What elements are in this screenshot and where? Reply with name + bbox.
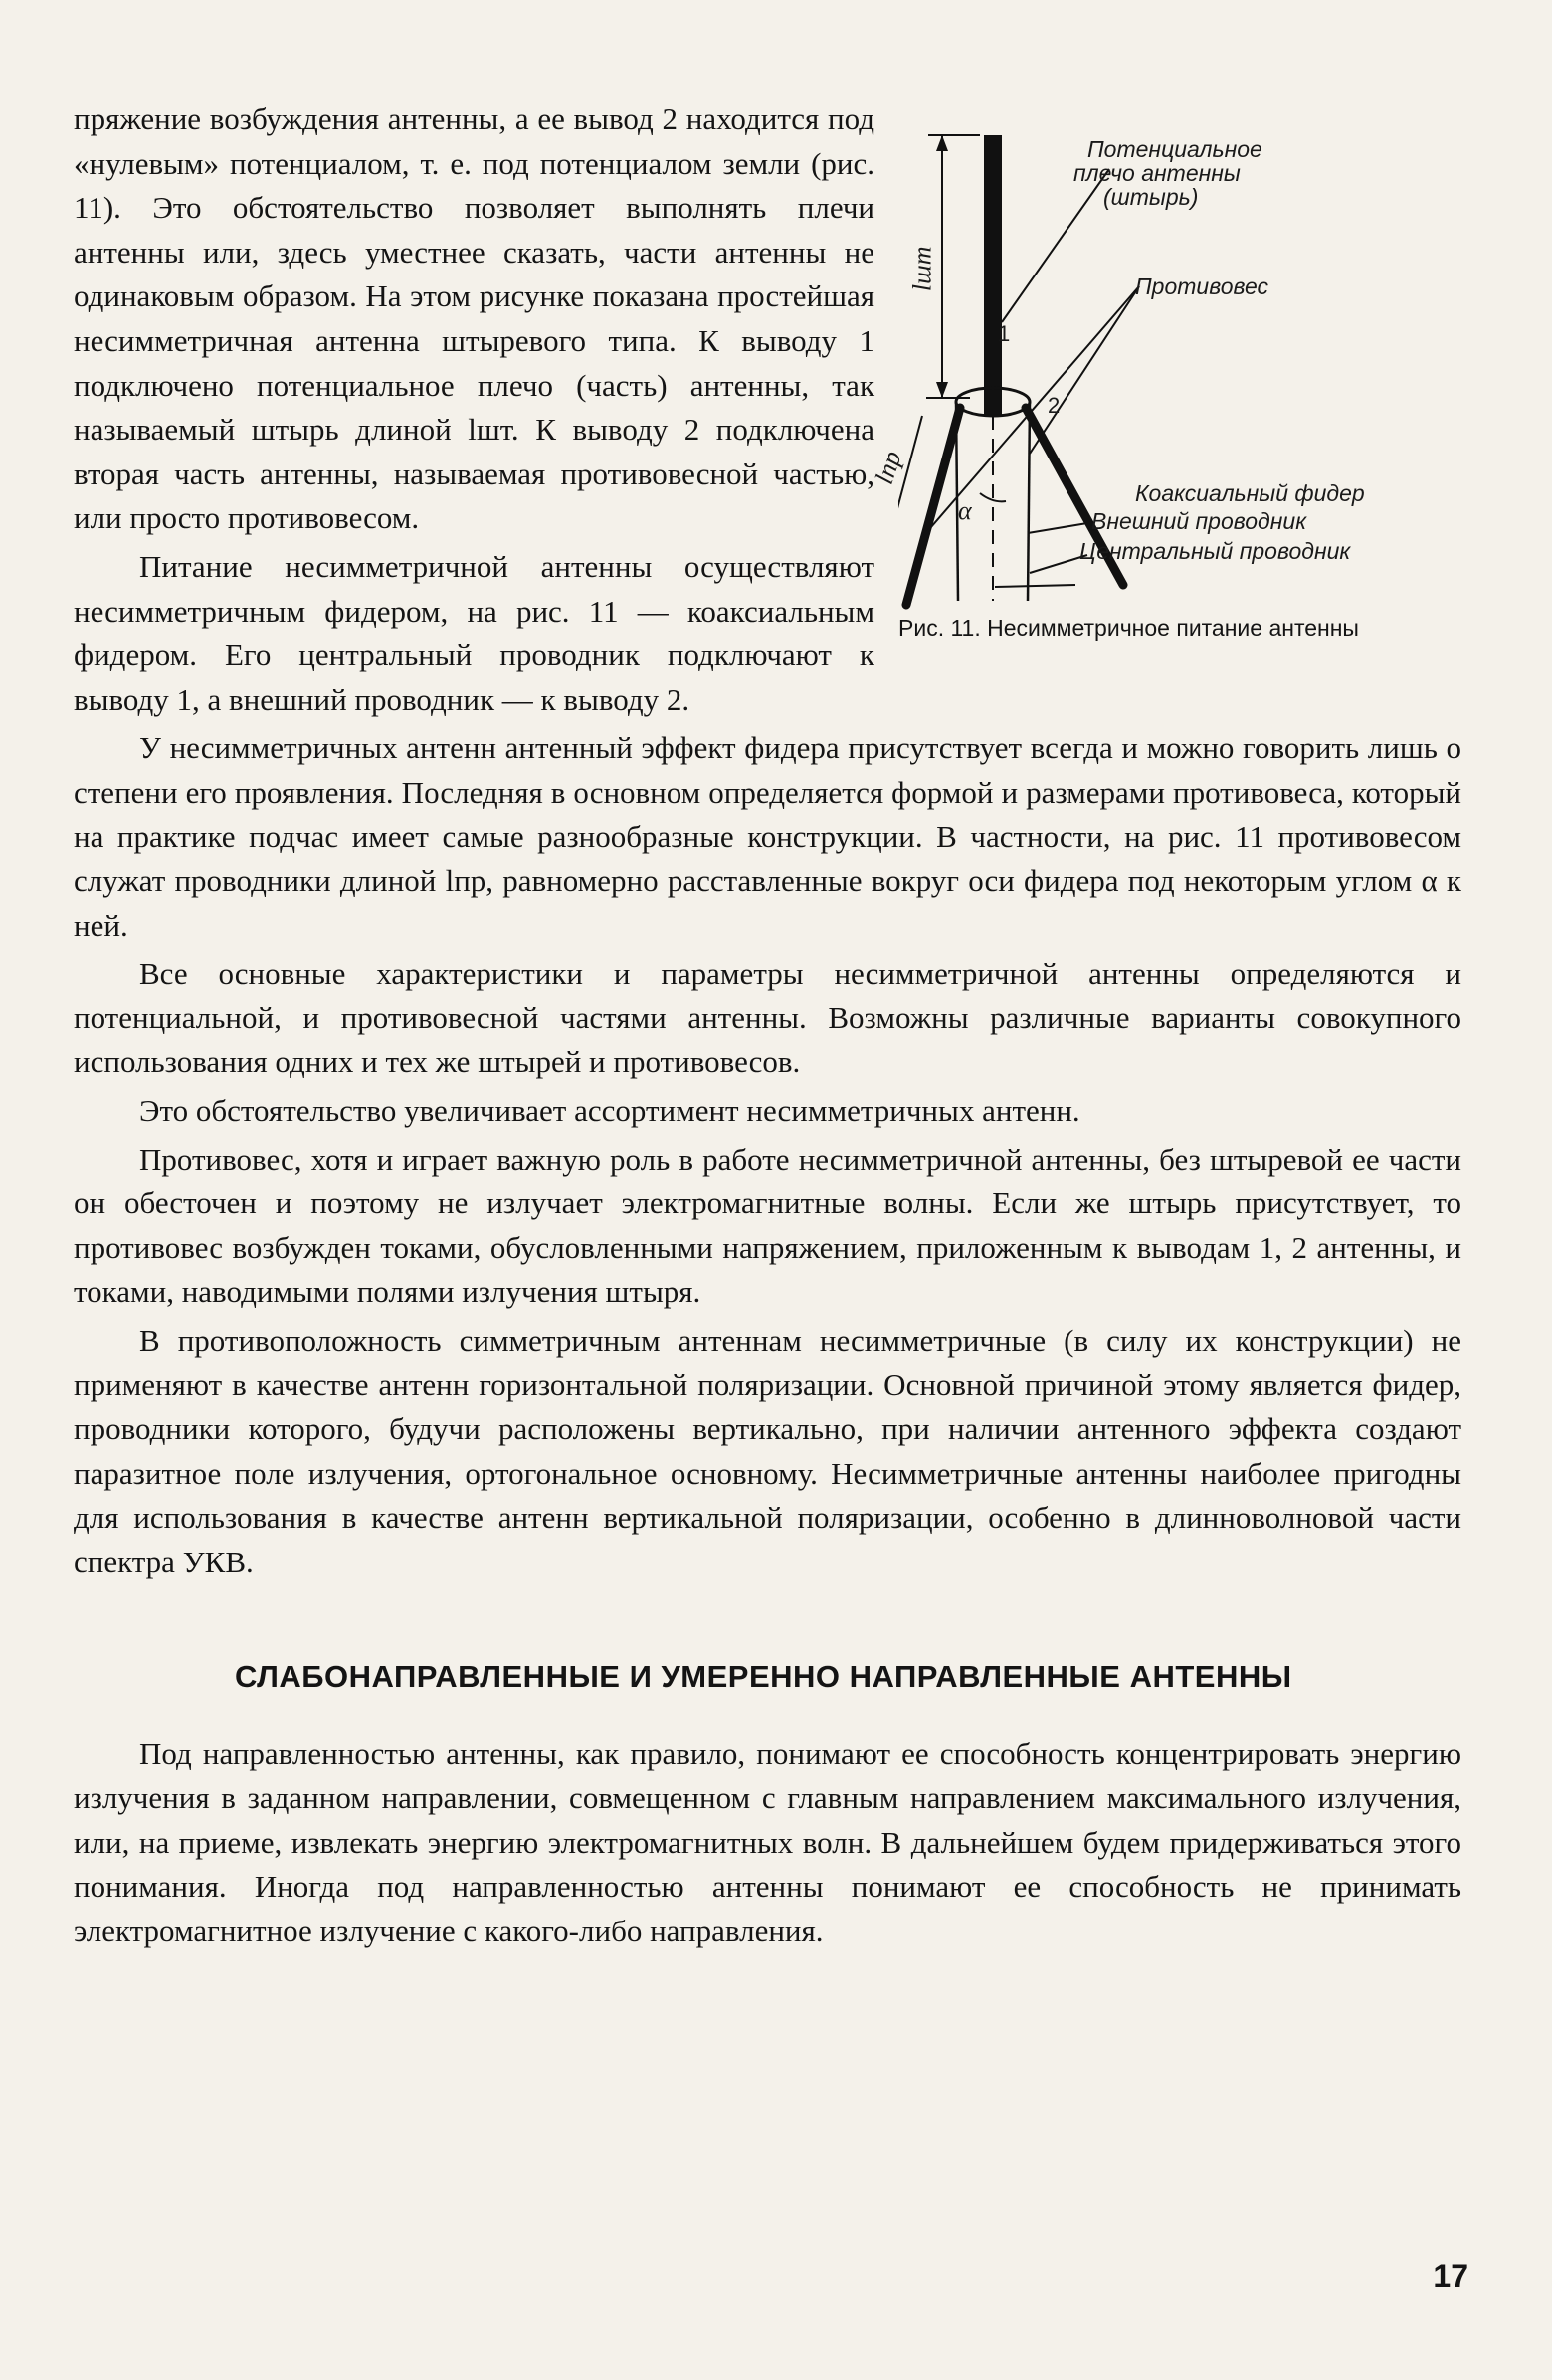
label-central-conductor: Центральный проводник <box>1079 538 1351 564</box>
label-counterpoise: Противовес <box>1135 274 1269 299</box>
antenna-rod <box>984 135 1002 416</box>
label-potential-2: плечо антенны <box>1073 160 1241 186</box>
paragraph-6: Противовес, хотя и играет важную роль в работе несимметричной антенны, без штыревой ее части он обесточен и поэтому не излучает электромагнитные волны. Если же штырь присутствует, то противовес возбужден токами, обусловленными напряжением, приложенным к выводам 1, 2 антенны, и токами, наводимыми полями излучения штыря. <box>74 1141 1461 1310</box>
paragraph-7: В противоположность симметричным антеннам несимметричные (в силу их конструкции) не применяют в качестве антенн горизонтальной поляризации. Основной причиной этому является фидер, проводники которого, будучи расположены вертикально, при наличии антенного эффекта создают паразитное поле излучения, ортогональное основному. Несимметричные антенны наиболее пригодны для использования в качестве антенн вертикальной поляризации, особенно в длинноволновой части спектра УКВ. <box>74 1323 1461 1579</box>
section-heading: СЛАБОНАПРАВЛЕННЫЕ И УМЕРЕННО НАПРАВЛЕННЫЕ АНТЕННЫ <box>235 1658 1292 1694</box>
figure-caption: Рис. 11. Несимметричное питание антенны <box>898 615 1359 641</box>
label-outer-conductor: Внешний проводник <box>1091 508 1307 534</box>
coax-outer-wall-right <box>1028 402 1030 601</box>
figure-11 <box>869 117 1475 684</box>
paragraph-5: Это обстоятельство увеличивает ассортимент несимметричных антенн. <box>139 1093 1080 1129</box>
page-number: 17 <box>1433 2258 1468 2293</box>
paragraph-1: пряжение возбуждения антенны, а ее вывод 2 находится под «нулевым» потенциалом, т. е. под потенциалом земли (рис. 11). Это обстоятельство позволяет выполнять плечи антенны или, здесь уместнее сказать, части антенны не одинаковым образом. На этом рисунке показана простейшая несимметричная антенна штыревого типа. К выводу 1 подключено потенциальное плечо (часть) антенны, так называемый штырь длиной lшт. К выводу 2 подключена вторая часть антенны, называемая противовесной частью, или просто противовесом. <box>74 101 874 536</box>
label-potential: Потенциальное <box>1087 136 1262 162</box>
page-body <box>74 97 1461 1954</box>
counterpoise-left <box>906 408 960 605</box>
label-coax-feeder: Коаксиальный фидер <box>1135 480 1365 506</box>
paragraph-4: Все основные характеристики и параметры несимметричной антенны определяются и потенциальной, и противовесной частями антенны. Возможны различные варианты совокупного использования одних и тех же штырей и противовесов. <box>74 956 1461 1080</box>
rod-length-label: lшт <box>907 246 937 292</box>
paragraph-2: Питание несимметричной антенны осуществляют несимметричным фидером, на рис. 11 — коаксиальным фидером. Его центральный проводник подключают к выводу 1, а внешний проводник — к выводу 2. <box>74 548 874 717</box>
terminal-2-label: 2 <box>1048 393 1061 418</box>
label-potential-3: (штырь) <box>1103 184 1199 210</box>
angle-label: α <box>958 496 972 525</box>
paragraph-3: У несимметричных антенн антенный эффект фидера присутствует всегда и можно говорить лишь о степени его проявления. Последняя в основном определяется формой и размерами противовеса, который на практике подчас имеет самые разнообразные конструкции. В частности, на рис. 11 противовесом служат проводники длиной lпр, равномерно расставленные вокруг оси фидера под некоторым углом α к ней. <box>74 730 1461 943</box>
terminal-1-label: 1 <box>998 321 1011 346</box>
paragraph-8: Под направленностью антенны, как правило, понимают ее способность концентрировать энергию излучения в заданном направлении, совмещенном с главным направлением максимального излучения, или, на приеме, извлекать энергию электромагнитных волн. В дальнейшем будем придерживаться этого понимания. Иногда под направленностью антенны понимают ее способность не принимать электромагнитное излучение с какого-либо направления. <box>74 1736 1461 1948</box>
counterpoise-length-label: lпр <box>869 447 907 488</box>
